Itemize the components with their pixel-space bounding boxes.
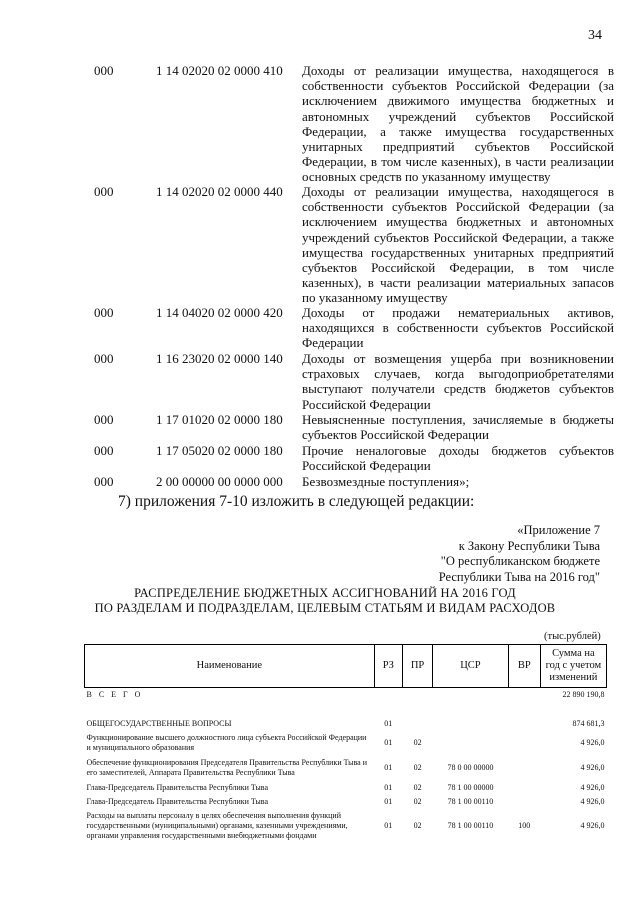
row-pr: 02 (413, 782, 422, 792)
code-description: Безвозмездные поступления»; (302, 474, 470, 489)
table-row (85, 781, 607, 795)
item-7-heading: 7) приложения 7-10 изложить в следующей редакции: (118, 493, 475, 510)
code-row (94, 412, 614, 443)
attachment-line: Республики Тыва на 2016 год" (438, 569, 600, 584)
row-rz: 01 (384, 718, 393, 728)
code-row (94, 474, 614, 490)
attachment-line: "О республиканском бюджете (440, 554, 600, 568)
row-vr (508, 795, 540, 809)
attachment-line: «Приложение 7 (517, 523, 600, 537)
code-row (94, 184, 614, 305)
code-row (94, 351, 614, 412)
table-title (60, 586, 590, 616)
row-vr (508, 717, 540, 731)
budget-code: 1 17 01020 02 0000 180 (156, 412, 283, 427)
code-description: Невыясненные поступления, зачисляемые в бюджеты субъектов Российской Федерации (302, 412, 614, 443)
code-description: Прочие неналоговые доходы бюджетов субъектов Российской Федерации (302, 443, 614, 474)
table-row (85, 717, 607, 731)
attachment-note (400, 523, 600, 585)
total-row (85, 688, 607, 703)
row-sum: 4 926,0 (580, 737, 605, 747)
row-csr (433, 717, 508, 731)
units-label: (тыс.рублей) (544, 631, 601, 642)
row-vr (508, 755, 540, 781)
budget-code: 1 14 02020 02 0000 410 (156, 63, 283, 78)
table-header-row (85, 645, 607, 688)
row-name: Глава-Председатель Правительства Республики Тыва (86, 782, 269, 792)
code-row (94, 63, 614, 184)
code-row (94, 443, 614, 474)
admin-code: 000 (94, 412, 114, 427)
row-vr: 100 (518, 820, 531, 830)
row-csr: 78 0 00 00000 (447, 762, 494, 772)
budget-code: 1 14 02020 02 0000 440 (156, 184, 283, 199)
row-csr: 78 1 00 00000 (447, 782, 494, 792)
table-row (85, 809, 607, 843)
row-pr: 02 (413, 737, 422, 747)
code-description: Доходы от возмещения ущерба при возникновении страховых случаев, когда выгодоприобретателями выступают получатели средств бюджетов субъектов Российской Федерации (302, 351, 614, 412)
row-csr: 78 1 00 00110 (447, 820, 494, 830)
row-pr: 02 (413, 796, 422, 806)
budget-table (84, 644, 607, 843)
title-line: РАСПРЕДЕЛЕНИЕ БЮДЖЕТНЫХ АССИГНОВАНИЙ НА 2016 ГОД (134, 586, 516, 600)
code-description: Доходы от реализации имущества, находящегося в собственности субъектов Российской Федерации (за исключением имущества бюджетных и автономных учреждений субъектов Российской Федерации, а также имущества государственных унитарных предприятий субъектов Российской Федерации, в том числе казенных), в части реализации материальных запасов по указанному имуществу (302, 184, 614, 306)
total-sum: 22 890 190,8 (562, 690, 605, 700)
header-csr: ЦСР (433, 645, 508, 688)
header-vr: ВР (508, 645, 540, 688)
row-name: Функционирование высшего должностного лица субъекта Российской Федерации и муниципального образования (86, 732, 367, 752)
row-vr (508, 781, 540, 795)
row-sum: 4 926,0 (580, 796, 605, 806)
header-name: Наименование (85, 645, 375, 688)
title-line: ПО РАЗДЕЛАМ И ПОДРАЗДЕЛАМ, ЦЕЛЕВЫМ СТАТЬЯМ И ВИДАМ РАСХОДОВ (94, 601, 556, 615)
row-name: Глава-Председатель Правительства Республики Тыва (86, 796, 269, 806)
row-pr: 02 (413, 820, 422, 830)
admin-code: 000 (94, 443, 114, 458)
table-row (85, 731, 607, 755)
row-csr: 78 1 00 00110 (447, 796, 494, 806)
row-name: Обеспечение функционирования Председателя Правительства Республики Тыва и его заместителей, Аппарата Правительства Республики Тыва (86, 757, 367, 777)
row-pr (402, 717, 432, 731)
row-vr (508, 731, 540, 755)
admin-code: 000 (94, 305, 114, 320)
header-rz: РЗ (374, 645, 402, 688)
admin-code: 000 (94, 474, 114, 489)
row-sum: 874 681,3 (572, 718, 605, 728)
budget-code: 1 17 05020 02 0000 180 (156, 443, 283, 458)
header-sum: Сумма на год с учетом изменений (540, 645, 606, 688)
code-description: Доходы от продажи нематериальных активов, находящихся в собственности субъектов Российской Федерации (302, 305, 614, 351)
admin-code: 000 (94, 184, 114, 199)
row-name: Расходы на выплаты персоналу в целях обеспечения выполнения функций государственными (муниципальными) органами, казенными учреждениями, органами управления государственными внебюджетными фондами (86, 810, 348, 840)
header-pr: ПР (402, 645, 432, 688)
row-name: ОБЩЕГОСУДАРСТВЕННЫЕ ВОПРОСЫ (86, 718, 232, 728)
table-row (85, 755, 607, 781)
code-description: Доходы от реализации имущества, находящегося в собственности субъектов Российской Федерации (за исключением движимого имущества бюджетных и автономных учреждений субъектов Российской Федерации, а также имущества государственных унитарных предприятий субъектов Российской Федерации, в том числе казенных), в части реализации основных средств по указанному имуществу (302, 63, 614, 185)
page-number: 34 (588, 28, 602, 43)
row-rz: 01 (384, 796, 393, 806)
admin-code: 000 (94, 351, 114, 366)
row-rz: 01 (384, 762, 393, 772)
row-rz: 01 (384, 820, 393, 830)
row-sum: 4 926,0 (580, 820, 605, 830)
row-rz: 01 (384, 737, 393, 747)
budget-code: 1 14 04020 02 0000 420 (156, 305, 283, 320)
row-sum: 4 926,0 (580, 762, 605, 772)
table-row (85, 795, 607, 809)
admin-code: 000 (94, 63, 114, 78)
budget-code: 1 16 23020 02 0000 140 (156, 351, 283, 366)
row-rz: 01 (384, 782, 393, 792)
row-pr: 02 (413, 762, 422, 772)
code-row (94, 305, 614, 351)
attachment-line: к Закону Республики Тыва (458, 538, 600, 553)
budget-code: 2 00 00000 00 0000 000 (156, 474, 283, 489)
row-sum: 4 926,0 (580, 782, 605, 792)
row-csr (433, 731, 508, 755)
revenue-codes-list (94, 63, 614, 490)
total-label: В С Е Г О (86, 690, 143, 700)
